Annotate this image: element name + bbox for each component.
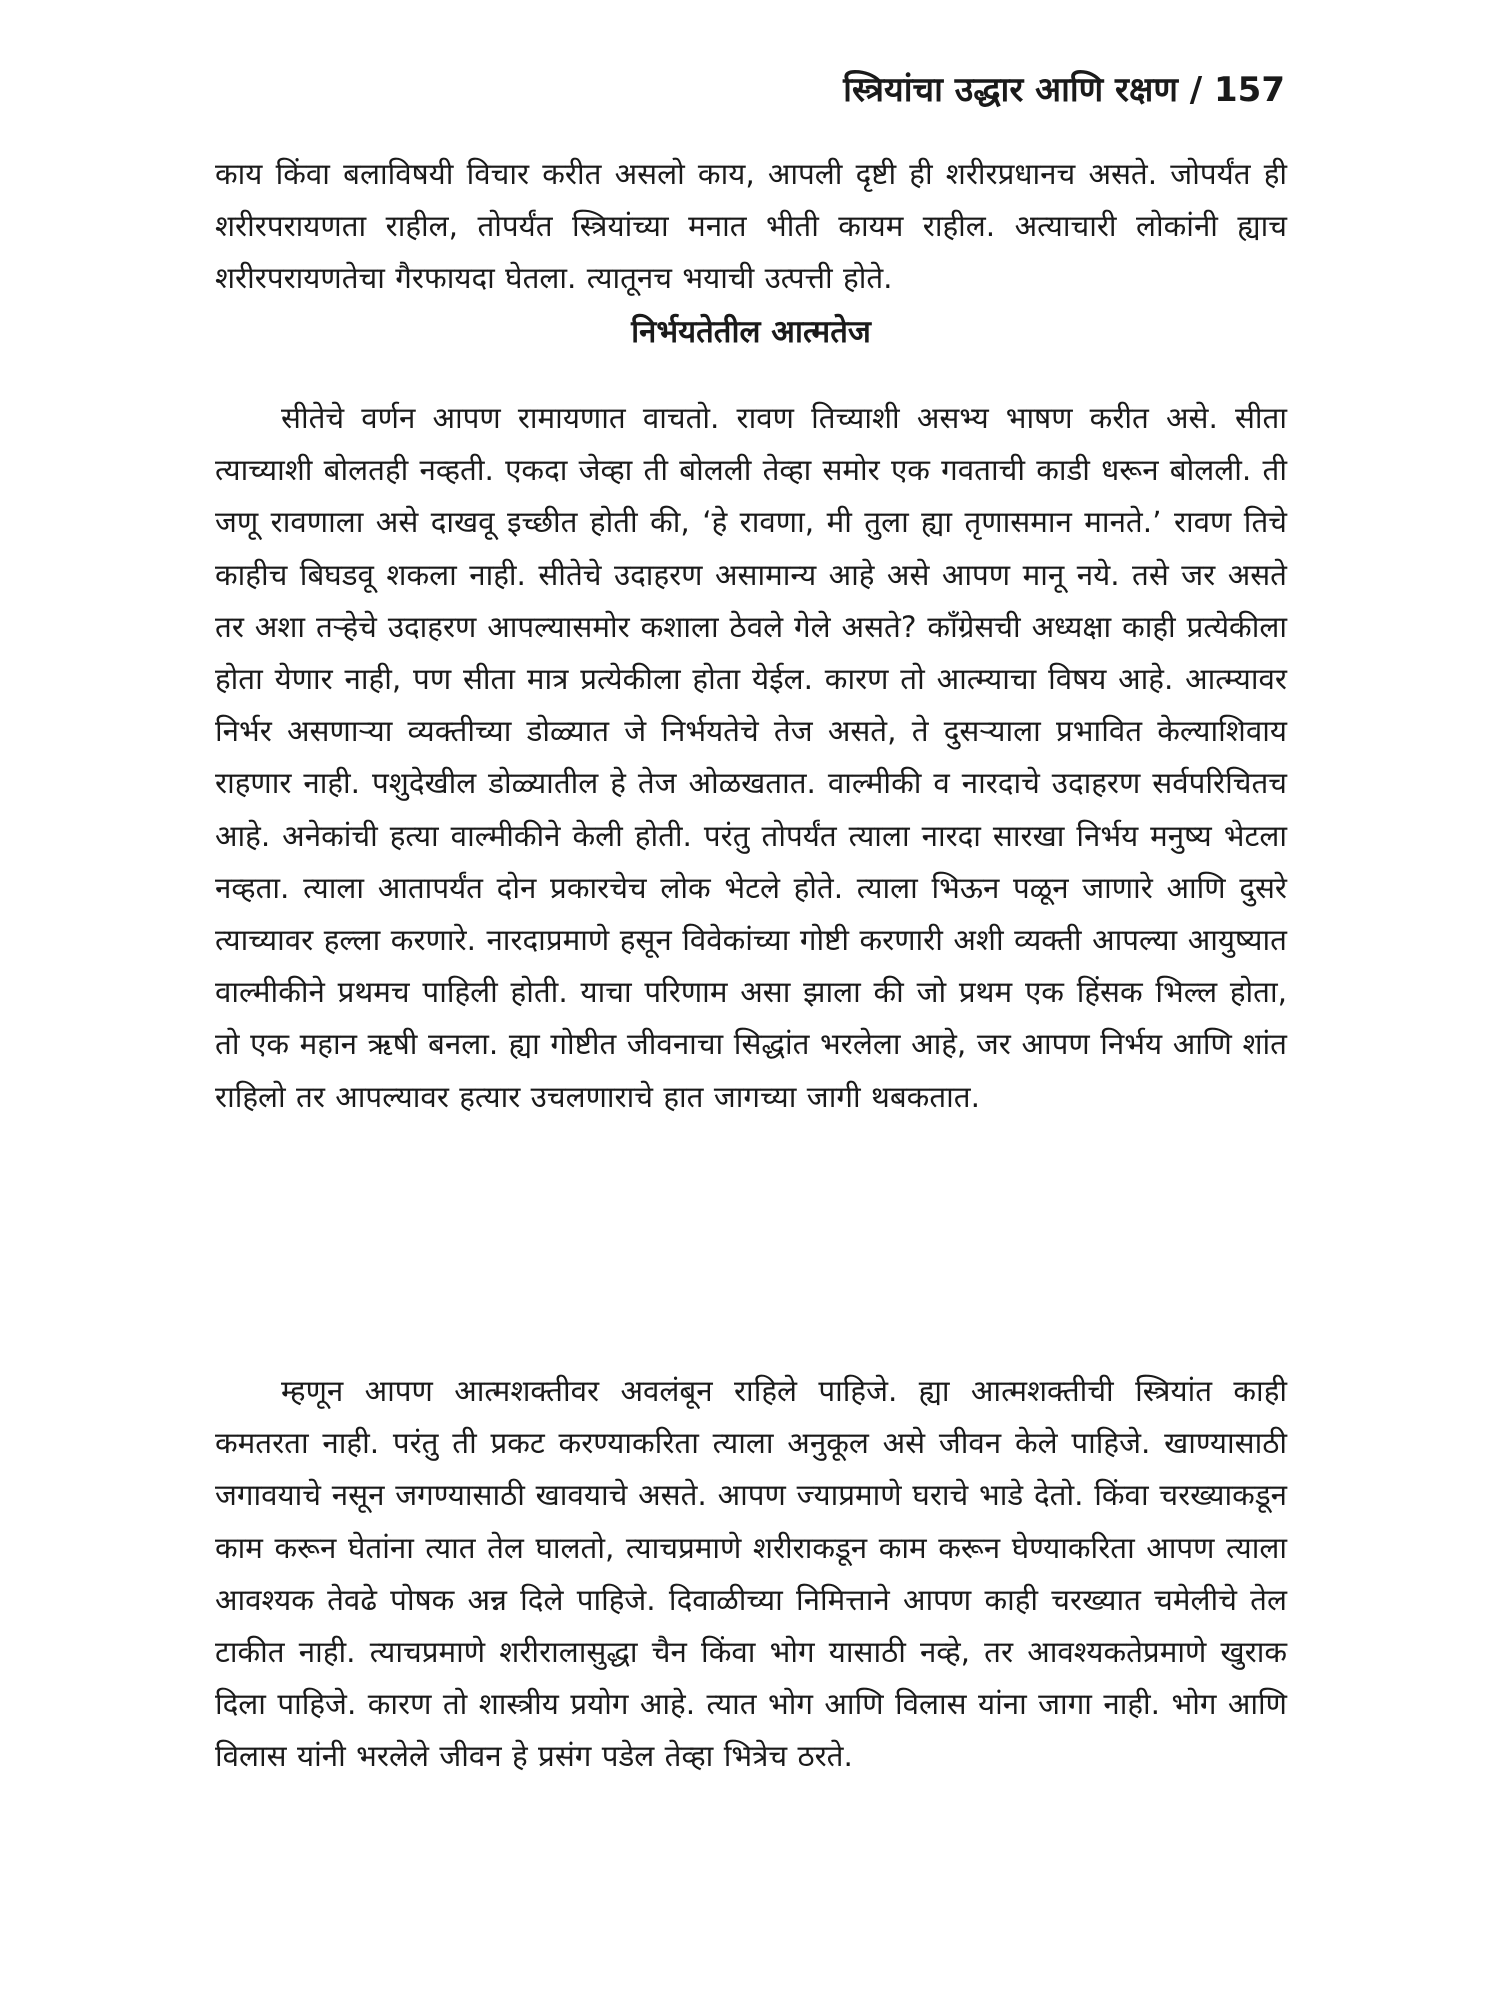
paragraph-3: म्हणून आपण आत्मशक्तीवर अवलंबून राहिले पाहिजे. ह्या आत्मशक्तीची स्त्रियांत काही कमतरता नाही. परंतु ती प्रकट करण्याकरिता त्याला अनुकूल असे जीवन केले पाहिजे. खाण्यासाठी जगावयाचे नसून जगण्यासाठी खावयाचे असते. आपण ज्याप्रमाणे घराचे भाडे देतो. किंवा चरख्याकडून काम करून घेतांना त्यात तेल घालतो, त्याचप्रमाणे शरीराकडून काम करून घेण्याकरिता आपण त्याला आवश्यक तेवढे पोषक अन्न दिले पाहिजे. दिवाळीच्या निमित्ताने आपण काही चरख्यात चमेलीचे तेल टाकीत नाही. त्याचप्रमाणे शरीरालासुद्धा चैन किंवा भोग यासाठी नव्हे, तर आवश्यकतेप्रमाणे खुराक दिला पाहिजे. कारण तो शास्त्रीय प्रयोग आहे. त्यात भोग आणि विलास यांना जागा नाही. भोग आणि विलास यांनी भरलेले जीवन हे प्रसंग पडेल तेव्हा भित्रेच ठरते. (215, 1374, 1287, 1774)
paragraph-1: काय किंवा बलाविषयी विचार करीत असलो काय, आपली दृष्टी ही शरीरप्रधानच असते. जोपर्यंत ही शरीरपरायणता राहील, तोपर्यंत स्त्रियांच्या मनात भीती कायम राहील. अत्याचारी लोकांनी ह्याच शरीरपरायणतेचा गैरफायदा घेतला. त्यातूनच भयाची उत्पत्ती होते. (215, 157, 1287, 296)
sita-paragraph-block (215, 392, 1287, 1123)
page-number: 157 (1214, 70, 1285, 110)
continued-paragraph-block (215, 148, 1287, 305)
header-separator: / (1177, 70, 1215, 110)
section-heading-block (215, 306, 1287, 358)
atmashakti-paragraph-block (215, 1365, 1287, 1783)
running-header (843, 70, 1285, 110)
running-title: स्त्रियांचा उद्धार आणि रक्षण (843, 70, 1178, 110)
section-heading: निर्भयतेतील आत्मतेज (631, 314, 871, 350)
paragraph-2: सीतेचे वर्णन आपण रामायणात वाचतो. रावण तिच्याशी असभ्य भाषण करीत असे. सीता त्याच्याशी बोलतही नव्हती. एकदा जेव्हा ती बोलली तेव्हा समोर एक गवताची काडी धरून बोलली. ती जणू रावणाला असे दाखवू इच्छीत होती की, ‘हे रावणा, मी तुला ह्या तृणासमान मानते.’ रावण तिचे काहीच बिघडवू शकला नाही. सीतेचे उदाहरण असामान्य आहे असे आपण मानू नये. तसे जर असते तर अशा तऱ्हेचे उदाहरण आपल्यासमोर कशाला ठेवले गेले असते? काँग्रेसची अध्यक्षा काही प्रत्येकीला होता येणार नाही, पण सीता मात्र प्रत्येकीला होता येईल. कारण तो आत्म्याचा विषय आहे. आत्म्यावर निर्भर असणाऱ्या व्यक्तीच्या डोळ्यात जे निर्भयतेचे तेज असते, ते दुसऱ्याला प्रभावित केल्याशिवाय राहणार नाही. पशुदेखील डोळ्यातील हे तेज ओळखतात. वाल्मीकी व नारदाचे उदाहरण सर्वपरिचितच आहे. अनेकांची हत्या वाल्मीकीने केली होती. परंतु तोपर्यंत त्याला नारदा सारखा निर्भय मनुष्य भेटला नव्हता. त्याला आतापर्यंत दोन प्रकारचेच लोक भेटले होते. त्याला भिऊन पळून जाणारे आणि दुसरे त्याच्यावर हल्ला करणारे. नारदाप्रमाणे हसून विवेकांच्या गोष्टी करणारी अशी व्यक्ती आपल्या आयुष्यात वाल्मीकीने प्रथमच पाहिली होती. याचा परिणाम असा झाला की जो प्रथम एक हिंसक भिल्ल होता, तो एक महान ऋषी बनला. ह्या गोष्टीत जीवनाचा सिद्धांत भरलेला आहे, जर आपण निर्भय आणि शांत राहिलो तर आपल्यावर हत्यार उचलणाराचे हात जागच्या जागी थबकतात. (215, 401, 1287, 1114)
